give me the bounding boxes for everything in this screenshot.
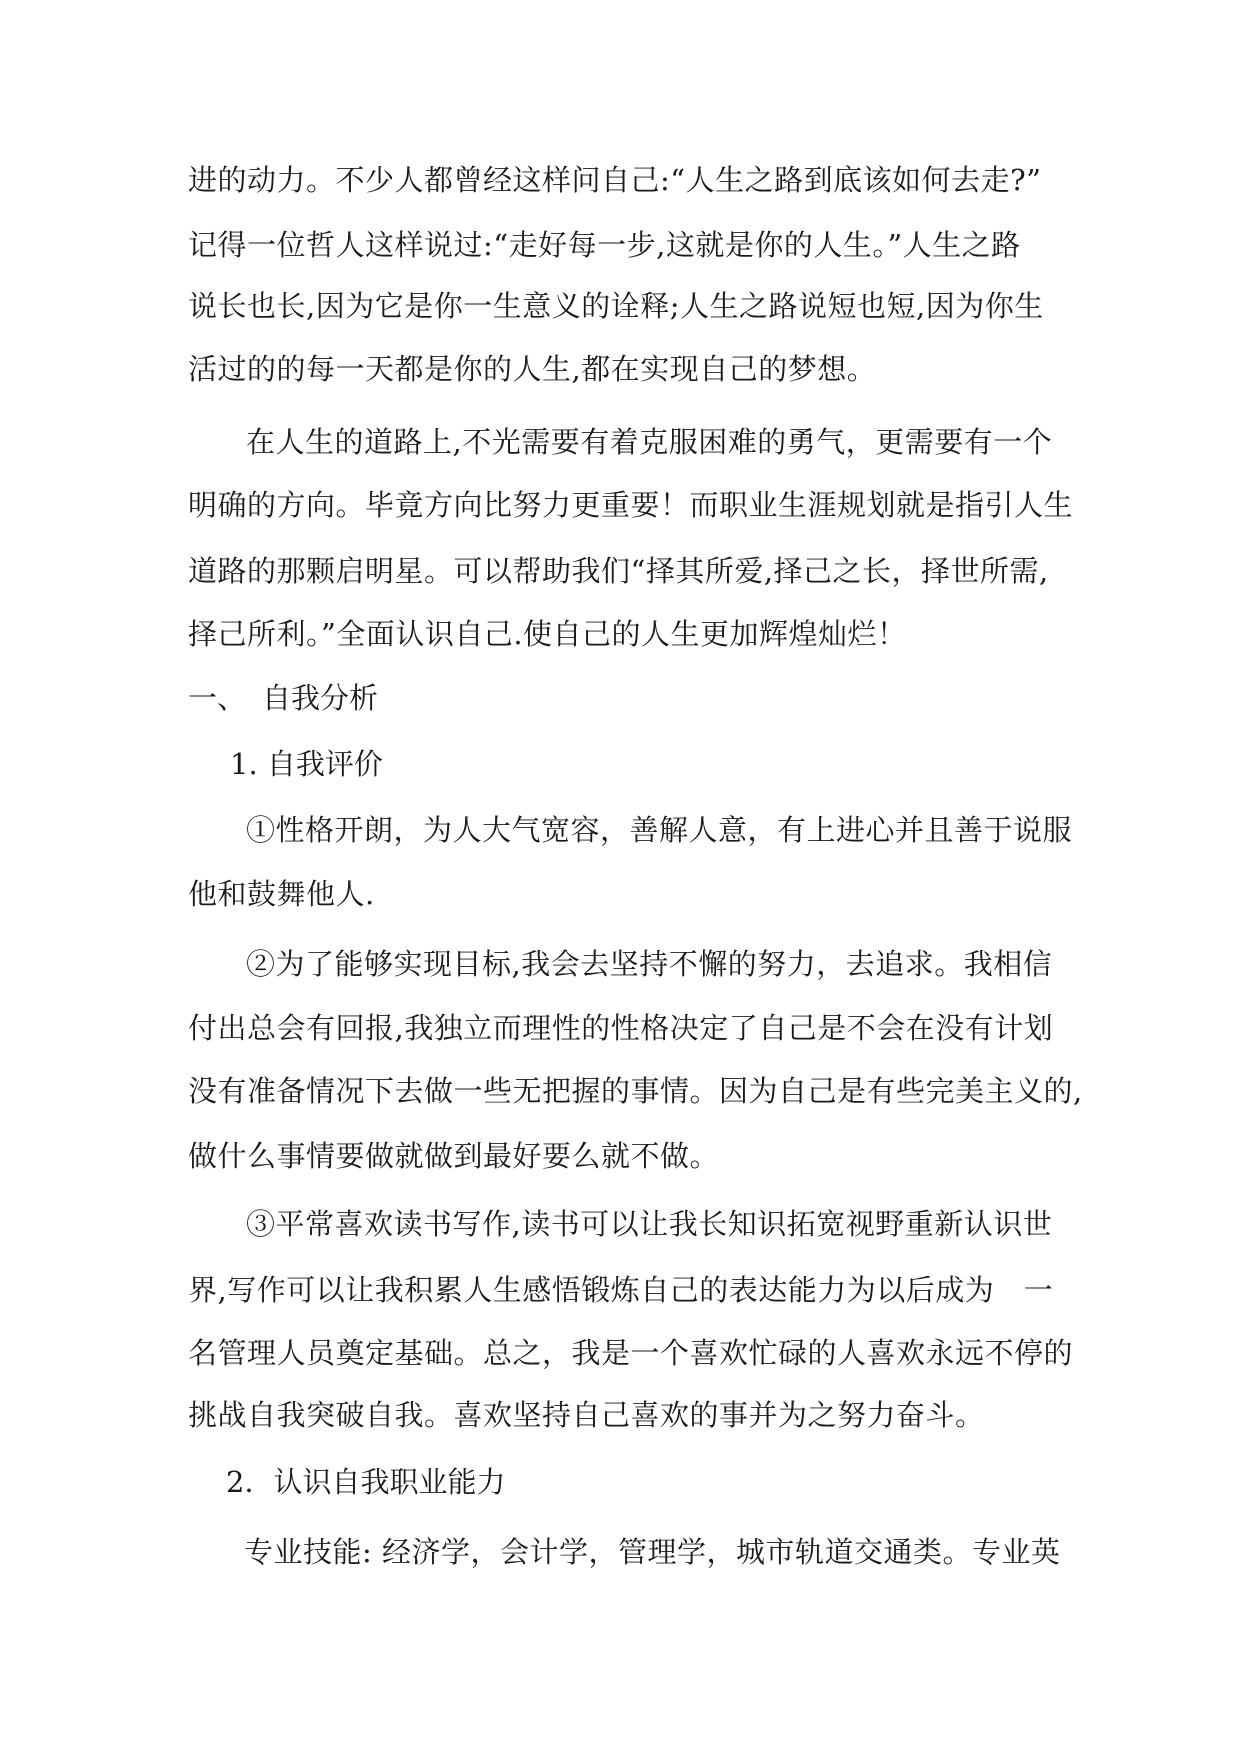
paragraph-2-line-4: 择己所利。”全面认识自己.使自己的人生更加辉煌灿烂！ (188, 617, 907, 651)
paragraph-2-line-3: 道路的那颗启明星。可以帮助我们“择其所爱,择己之长，择世所需, (188, 554, 1049, 588)
paragraph-2-line-2: 明确的方向。毕竟方向比努力更重要！而职业生涯规划就是指引人生 (188, 488, 1074, 522)
item-3-line-3: 名管理人员奠定基础。总之，我是一个喜欢忙碌的人喜欢永远不停的 (188, 1336, 1074, 1370)
item-2-line-3: 没有准备情况下去做一些无把握的事情。因为自己是有些完美主义的, (188, 1074, 1083, 1108)
paragraph-1-line-4: 活过的的每一天都是你的人生,都在实现自己的梦想。 (188, 352, 877, 386)
item-1-line-2: 他和鼓舞他人. (188, 877, 375, 911)
subsection-2-title: 2．认识自我职业能力 (226, 1465, 506, 1499)
item-2-line-1: ②为了能够实现目标,我会去坚持不懈的努力，去追求。我相信 (246, 947, 1053, 981)
section-title: 自我分析 (262, 681, 379, 715)
paragraph-1-line-1: 进的动力。不少人都曾经这样问自己:“人生之路到底该如何去走?” (188, 163, 1042, 197)
item-2-line-4: 做什么事情要做就做到最好要么就不做。 (188, 1139, 720, 1173)
subsection-1-title: 1. 自我评价 (230, 747, 383, 781)
paragraph-1-line-3: 说长也长,因为它是你一生意义的诠释;人生之路说短也短,因为你生 (188, 289, 1044, 323)
skills-line: 专业技能: 经济学，会计学，管理学，城市轨道交通类。专业英 (244, 1535, 1061, 1569)
section-number: 一、 (188, 681, 247, 715)
paragraph-2-line-1: 在人生的道路上,不光需要有着克服困难的勇气，更需要有一个 (246, 425, 1053, 459)
item-3-line-4: 挑战自我突破自我。喜欢坚持自己喜欢的事并为之努力奋斗。 (188, 1398, 985, 1432)
item-3-line-1: ③平常喜欢读书写作,读书可以让我长知识拓宽视野重新认识世 (246, 1207, 1053, 1241)
paragraph-1-line-2: 记得一位哲人这样说过:“走好每一步,这就是你的人生。”人生之路 (188, 228, 1021, 262)
item-3-line-2: 界,写作可以让我积累人生感悟锻炼自己的表达能力为以后成为 一 (188, 1273, 1054, 1307)
item-1-line-1: ①性格开朗，为人大气宽容，善解人意，有上进心并且善于说服 (246, 813, 1073, 847)
item-2-line-2: 付出总会有回报,我独立而理性的性格决定了自己是不会在没有计划 (188, 1011, 1054, 1045)
